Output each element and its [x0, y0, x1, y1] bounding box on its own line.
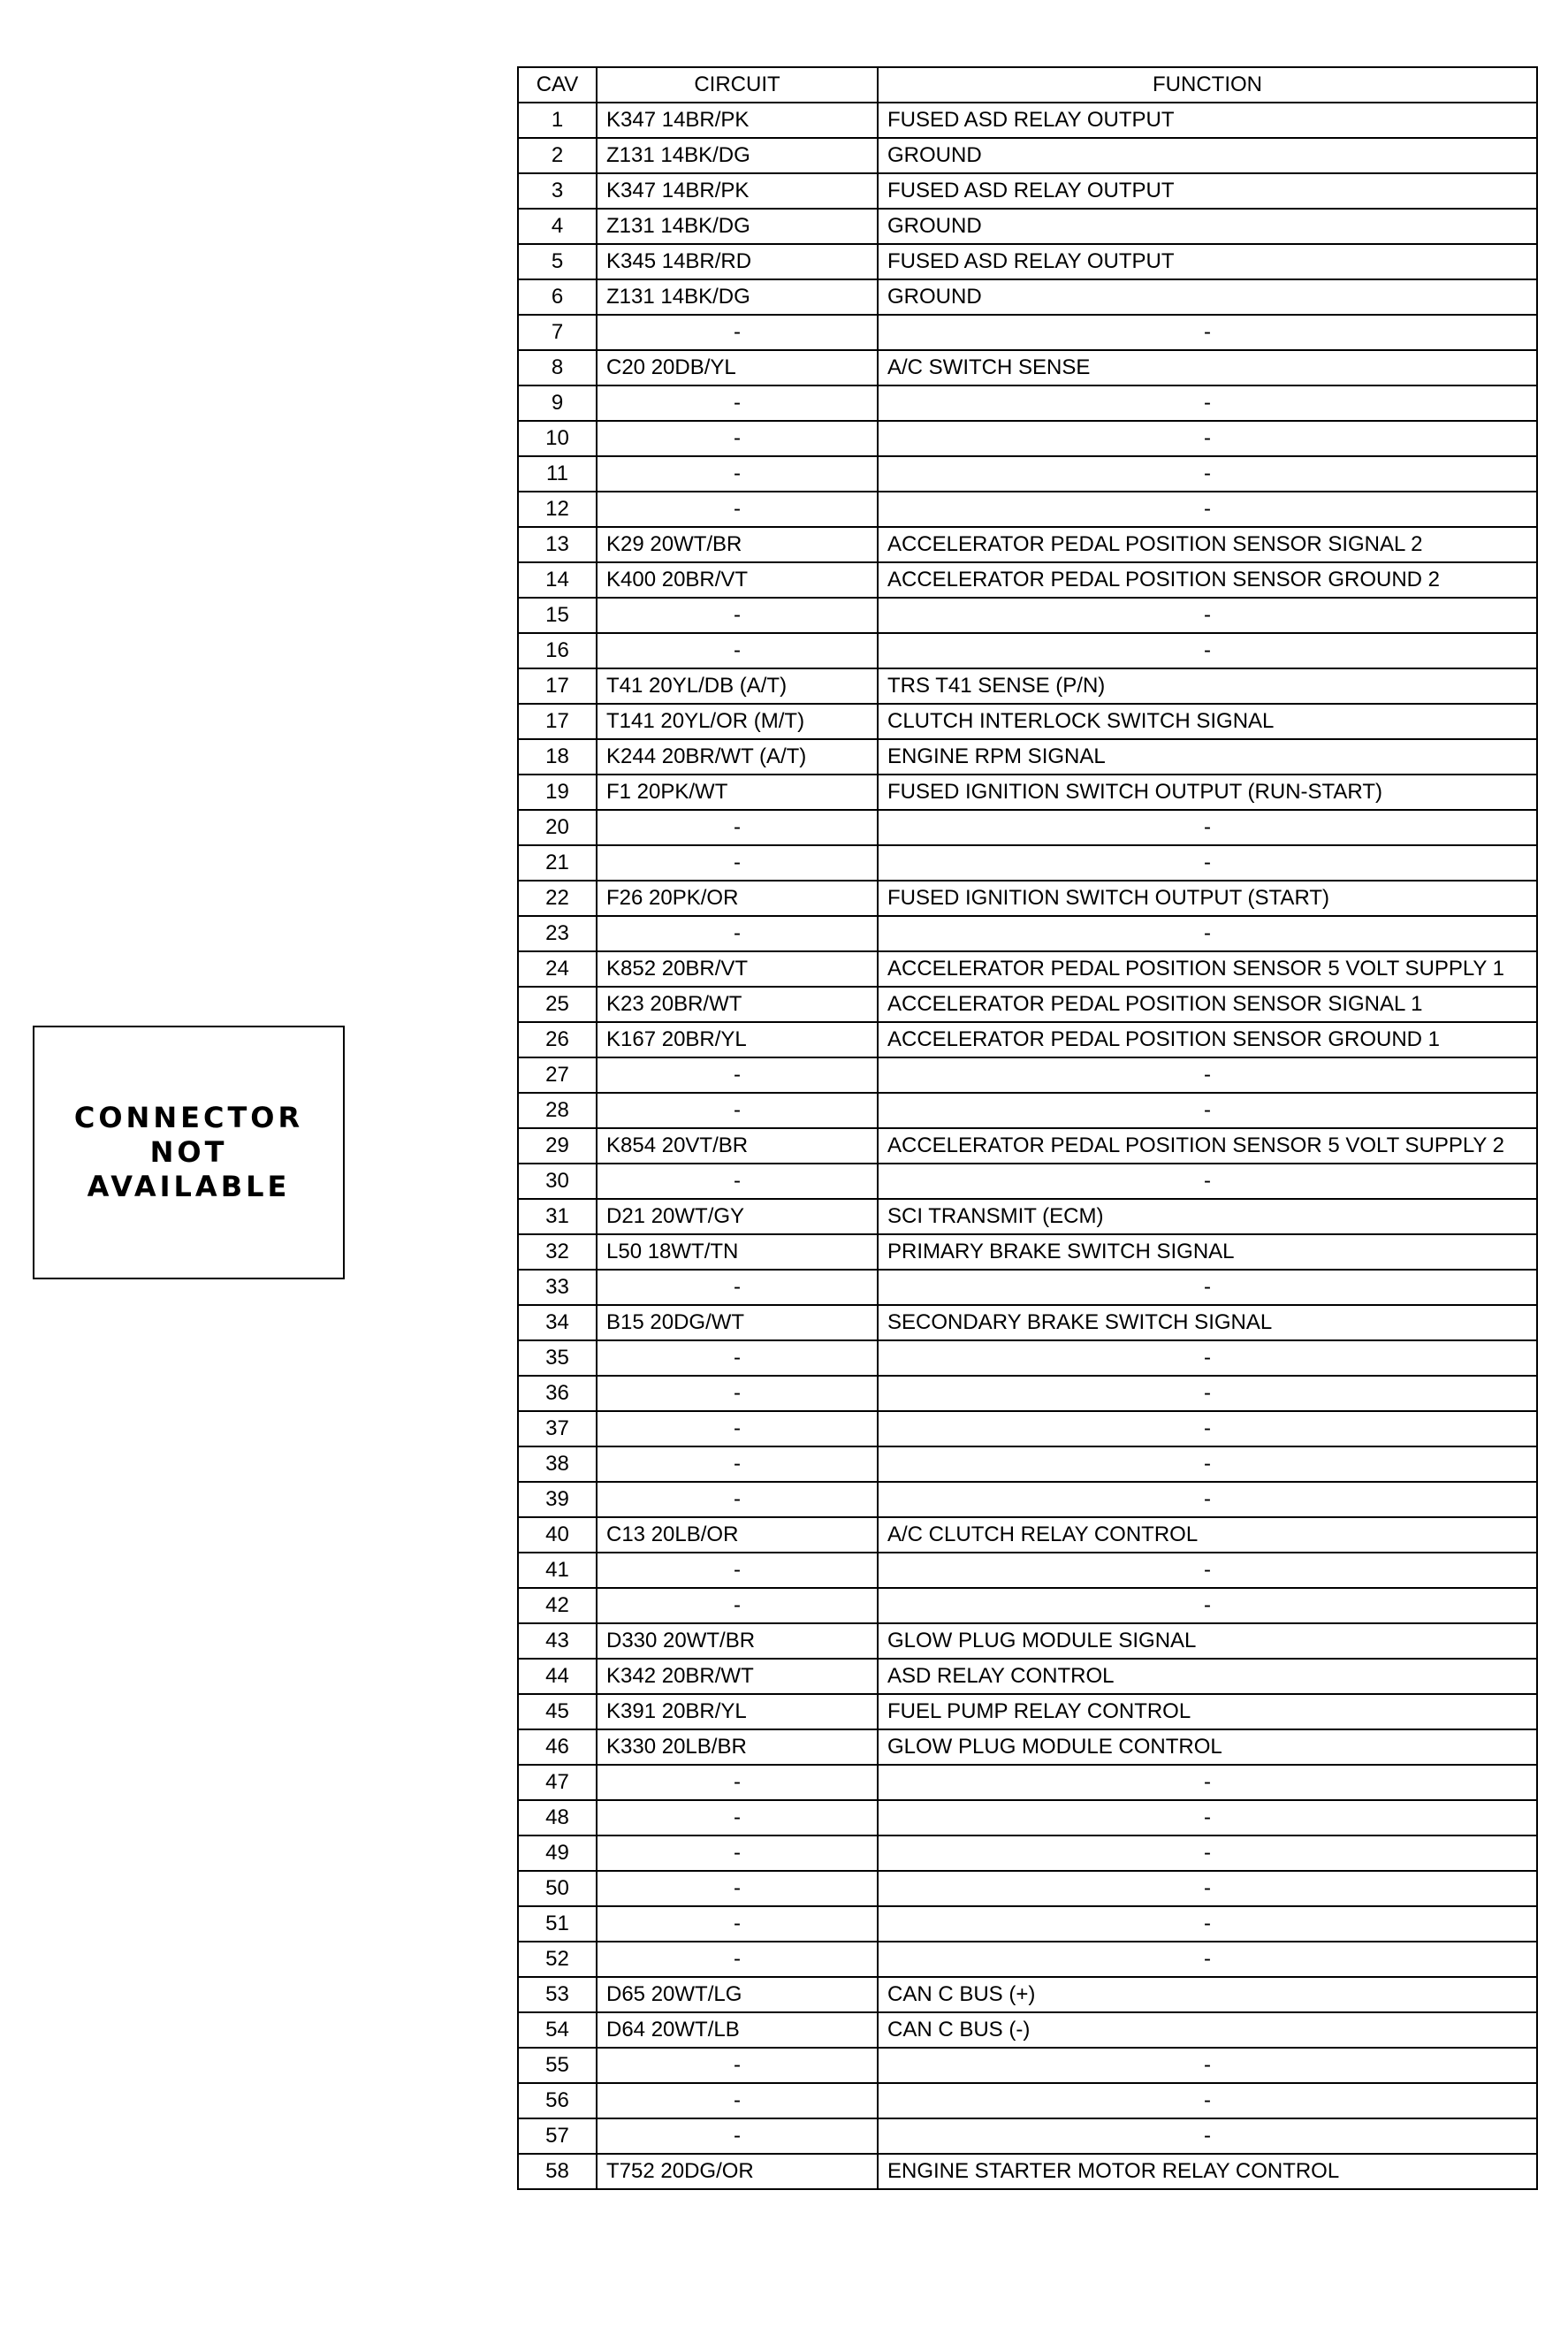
table-row: [518, 1093, 1537, 1128]
table-row: [518, 421, 1537, 456]
function-cell: -: [878, 916, 1537, 951]
circuit-cell: -: [597, 1482, 878, 1517]
table-row: [518, 1623, 1537, 1659]
table-row: [518, 209, 1537, 244]
cav-cell: 43: [518, 1623, 597, 1659]
table-row: [518, 1057, 1537, 1093]
function-cell: GROUND: [878, 279, 1537, 315]
cav-cell: 35: [518, 1340, 597, 1376]
circuit-cell: -: [597, 2083, 878, 2118]
table-row: [518, 2083, 1537, 2118]
circuit-cell: -: [597, 598, 878, 633]
function-cell: FUSED IGNITION SWITCH OUTPUT (RUN-START): [878, 775, 1537, 810]
function-cell: -: [878, 1482, 1537, 1517]
circuit-cell: -: [597, 1942, 878, 1977]
cav-cell: 32: [518, 1234, 597, 1270]
circuit-cell: -: [597, 1588, 878, 1623]
table-row: [518, 1022, 1537, 1057]
function-cell: A/C CLUTCH RELAY CONTROL: [878, 1517, 1537, 1553]
circuit-cell: -: [597, 2048, 878, 2083]
cav-cell: 15: [518, 598, 597, 633]
circuit-cell: F1 20PK/WT: [597, 775, 878, 810]
function-cell: -: [878, 1800, 1537, 1835]
function-cell: -: [878, 1411, 1537, 1446]
function-cell: -: [878, 1340, 1537, 1376]
cav-cell: 20: [518, 810, 597, 845]
cav-cell: 4: [518, 209, 597, 244]
table-row: [518, 492, 1537, 527]
header-cav: CAV: [518, 67, 597, 103]
circuit-cell: Z131 14BK/DG: [597, 279, 878, 315]
cav-cell: 42: [518, 1588, 597, 1623]
function-cell: -: [878, 315, 1537, 350]
cav-cell: 33: [518, 1270, 597, 1305]
function-cell: -: [878, 1942, 1537, 1977]
cav-cell: 37: [518, 1411, 597, 1446]
function-cell: -: [878, 456, 1537, 492]
function-cell: FUSED IGNITION SWITCH OUTPUT (START): [878, 881, 1537, 916]
circuit-cell: -: [597, 1411, 878, 1446]
cav-cell: 3: [518, 173, 597, 209]
function-cell: -: [878, 845, 1537, 881]
function-cell: -: [878, 1906, 1537, 1942]
cav-cell: 2: [518, 138, 597, 173]
table-row: [518, 704, 1537, 739]
table-row: [518, 916, 1537, 951]
function-cell: ASD RELAY CONTROL: [878, 1659, 1537, 1694]
circuit-cell: C20 20DB/YL: [597, 350, 878, 385]
header-circuit: CIRCUIT: [597, 67, 878, 103]
cav-cell: 39: [518, 1482, 597, 1517]
circuit-cell: D65 20WT/LG: [597, 1977, 878, 2012]
cav-cell: 25: [518, 987, 597, 1022]
cav-cell: 18: [518, 739, 597, 775]
circuit-cell: C13 20LB/OR: [597, 1517, 878, 1553]
table-row: [518, 244, 1537, 279]
cav-cell: 54: [518, 2012, 597, 2048]
circuit-cell: -: [597, 1906, 878, 1942]
table-row: [518, 527, 1537, 562]
table-row: [518, 951, 1537, 987]
cav-cell: 36: [518, 1376, 597, 1411]
table-row: [518, 1800, 1537, 1835]
cav-cell: 55: [518, 2048, 597, 2083]
circuit-cell: -: [597, 845, 878, 881]
circuit-cell: -: [597, 1164, 878, 1199]
table-row: [518, 1340, 1537, 1376]
function-cell: -: [878, 1835, 1537, 1871]
function-cell: FUSED ASD RELAY OUTPUT: [878, 173, 1537, 209]
circuit-cell: K347 14BR/PK: [597, 103, 878, 138]
cav-cell: 53: [518, 1977, 597, 2012]
table-row: [518, 1517, 1537, 1553]
circuit-cell: K167 20BR/YL: [597, 1022, 878, 1057]
table-row: [518, 1234, 1537, 1270]
circuit-cell: -: [597, 1765, 878, 1800]
table-row: [518, 1446, 1537, 1482]
table-row: [518, 2154, 1537, 2189]
table-row: [518, 279, 1537, 315]
table-row: [518, 315, 1537, 350]
table-row: [518, 2048, 1537, 2083]
table-row: [518, 739, 1537, 775]
table-row: [518, 138, 1537, 173]
cav-cell: 47: [518, 1765, 597, 1800]
function-cell: -: [878, 1376, 1537, 1411]
circuit-cell: -: [597, 1446, 878, 1482]
circuit-cell: -: [597, 315, 878, 350]
circuit-cell: T141 20YL/OR (M/T): [597, 704, 878, 739]
function-cell: GROUND: [878, 209, 1537, 244]
function-cell: GLOW PLUG MODULE SIGNAL: [878, 1623, 1537, 1659]
table-row: [518, 1199, 1537, 1234]
cav-cell: 38: [518, 1446, 597, 1482]
table-row: [518, 1977, 1537, 2012]
table-row: [518, 1411, 1537, 1446]
table-row: [518, 103, 1537, 138]
cav-cell: 48: [518, 1800, 597, 1835]
cav-cell: 23: [518, 916, 597, 951]
connector-text-line-2: NOT: [149, 1135, 228, 1169]
table-row: [518, 350, 1537, 385]
circuit-cell: K345 14BR/RD: [597, 244, 878, 279]
cav-cell: 45: [518, 1694, 597, 1729]
circuit-cell: K23 20BR/WT: [597, 987, 878, 1022]
circuit-cell: K400 20BR/VT: [597, 562, 878, 598]
cav-cell: 14: [518, 562, 597, 598]
function-cell: ACCELERATOR PEDAL POSITION SENSOR GROUND 2: [878, 562, 1537, 598]
function-cell: CLUTCH INTERLOCK SWITCH SIGNAL: [878, 704, 1537, 739]
cav-cell: 22: [518, 881, 597, 916]
function-cell: -: [878, 421, 1537, 456]
circuit-cell: -: [597, 385, 878, 421]
table-row: [518, 1270, 1537, 1305]
table-row: [518, 1659, 1537, 1694]
connector-text-line-3: AVAILABLE: [87, 1170, 291, 1203]
circuit-cell: D21 20WT/GY: [597, 1199, 878, 1234]
circuit-cell: K342 20BR/WT: [597, 1659, 878, 1694]
circuit-cell: -: [597, 1093, 878, 1128]
header-function: FUNCTION: [878, 67, 1537, 103]
table-row: [518, 987, 1537, 1022]
function-cell: A/C SWITCH SENSE: [878, 350, 1537, 385]
cav-cell: 6: [518, 279, 597, 315]
circuit-cell: Z131 14BK/DG: [597, 209, 878, 244]
circuit-cell: Z131 14BK/DG: [597, 138, 878, 173]
table-row: [518, 2118, 1537, 2154]
function-cell: -: [878, 2118, 1537, 2154]
connector-placeholder: [33, 1026, 345, 1279]
circuit-cell: K852 20BR/VT: [597, 951, 878, 987]
cav-cell: 9: [518, 385, 597, 421]
cav-cell: 21: [518, 845, 597, 881]
table-row: [518, 1376, 1537, 1411]
table-row: [518, 562, 1537, 598]
function-cell: -: [878, 1765, 1537, 1800]
function-cell: -: [878, 1270, 1537, 1305]
table-row: [518, 1694, 1537, 1729]
table-row: [518, 1835, 1537, 1871]
circuit-cell: K330 20LB/BR: [597, 1729, 878, 1765]
cav-cell: 44: [518, 1659, 597, 1694]
table-row: [518, 633, 1537, 668]
cav-cell: 19: [518, 775, 597, 810]
function-cell: -: [878, 1871, 1537, 1906]
circuit-cell: T41 20YL/DB (A/T): [597, 668, 878, 704]
table-row: [518, 845, 1537, 881]
circuit-cell: -: [597, 421, 878, 456]
table-row: [518, 456, 1537, 492]
function-cell: SECONDARY BRAKE SWITCH SIGNAL: [878, 1305, 1537, 1340]
circuit-cell: -: [597, 2118, 878, 2154]
cav-cell: 12: [518, 492, 597, 527]
circuit-cell: -: [597, 810, 878, 845]
pinout-table: [517, 66, 1538, 2190]
function-cell: -: [878, 810, 1537, 845]
cav-cell: 10: [518, 421, 597, 456]
function-cell: -: [878, 492, 1537, 527]
function-cell: CAN C BUS (+): [878, 1977, 1537, 2012]
cav-cell: 41: [518, 1553, 597, 1588]
circuit-cell: -: [597, 492, 878, 527]
cav-cell: 8: [518, 350, 597, 385]
table-row: [518, 810, 1537, 845]
circuit-cell: K391 20BR/YL: [597, 1694, 878, 1729]
circuit-cell: -: [597, 1800, 878, 1835]
circuit-cell: K854 20VT/BR: [597, 1128, 878, 1164]
table-row: [518, 1164, 1537, 1199]
table-row: [518, 1553, 1537, 1588]
function-cell: PRIMARY BRAKE SWITCH SIGNAL: [878, 1234, 1537, 1270]
table-row: [518, 1128, 1537, 1164]
cav-cell: 16: [518, 633, 597, 668]
table-row: [518, 668, 1537, 704]
cav-cell: 52: [518, 1942, 597, 1977]
connector-text-line-1: CONNECTOR: [73, 1101, 304, 1134]
function-cell: ENGINE STARTER MOTOR RELAY CONTROL: [878, 2154, 1537, 2189]
cav-cell: 27: [518, 1057, 597, 1093]
circuit-cell: T752 20DG/OR: [597, 2154, 878, 2189]
cav-cell: 5: [518, 244, 597, 279]
circuit-cell: -: [597, 1871, 878, 1906]
function-cell: -: [878, 1446, 1537, 1482]
table-row: [518, 1765, 1537, 1800]
function-cell: -: [878, 598, 1537, 633]
circuit-cell: K29 20WT/BR: [597, 527, 878, 562]
table-row: [518, 1942, 1537, 1977]
table-header-row: [518, 67, 1537, 103]
circuit-cell: -: [597, 1340, 878, 1376]
circuit-cell: K244 20BR/WT (A/T): [597, 739, 878, 775]
cav-cell: 58: [518, 2154, 597, 2189]
function-cell: -: [878, 2083, 1537, 2118]
function-cell: ACCELERATOR PEDAL POSITION SENSOR 5 VOLT SUPPLY 2: [878, 1128, 1537, 1164]
circuit-cell: -: [597, 1270, 878, 1305]
table-row: [518, 775, 1537, 810]
table-row: [518, 1729, 1537, 1765]
cav-cell: 28: [518, 1093, 597, 1128]
cav-cell: 11: [518, 456, 597, 492]
cav-cell: 50: [518, 1871, 597, 1906]
circuit-cell: B15 20DG/WT: [597, 1305, 878, 1340]
cav-cell: 40: [518, 1517, 597, 1553]
function-cell: SCI TRANSMIT (ECM): [878, 1199, 1537, 1234]
function-cell: -: [878, 633, 1537, 668]
circuit-cell: -: [597, 916, 878, 951]
circuit-cell: -: [597, 1376, 878, 1411]
circuit-cell: L50 18WT/TN: [597, 1234, 878, 1270]
table-row: [518, 1906, 1537, 1942]
function-cell: -: [878, 1093, 1537, 1128]
table-row: [518, 173, 1537, 209]
cav-cell: 46: [518, 1729, 597, 1765]
circuit-cell: D330 20WT/BR: [597, 1623, 878, 1659]
function-cell: GROUND: [878, 138, 1537, 173]
circuit-cell: -: [597, 633, 878, 668]
function-cell: TRS T41 SENSE (P/N): [878, 668, 1537, 704]
cav-cell: 13: [518, 527, 597, 562]
function-cell: -: [878, 1553, 1537, 1588]
cav-cell: 17: [518, 704, 597, 739]
function-cell: -: [878, 1164, 1537, 1199]
function-cell: -: [878, 2048, 1537, 2083]
cav-cell: 7: [518, 315, 597, 350]
table-row: [518, 2012, 1537, 2048]
function-cell: -: [878, 1588, 1537, 1623]
cav-cell: 34: [518, 1305, 597, 1340]
function-cell: CAN C BUS (-): [878, 2012, 1537, 2048]
cav-cell: 29: [518, 1128, 597, 1164]
cav-cell: 30: [518, 1164, 597, 1199]
table-row: [518, 1305, 1537, 1340]
function-cell: ENGINE RPM SIGNAL: [878, 739, 1537, 775]
table-row: [518, 1871, 1537, 1906]
circuit-cell: K347 14BR/PK: [597, 173, 878, 209]
function-cell: ACCELERATOR PEDAL POSITION SENSOR GROUND 1: [878, 1022, 1537, 1057]
cav-cell: 49: [518, 1835, 597, 1871]
cav-cell: 57: [518, 2118, 597, 2154]
function-cell: -: [878, 1057, 1537, 1093]
circuit-cell: -: [597, 1835, 878, 1871]
circuit-cell: -: [597, 456, 878, 492]
cav-cell: 24: [518, 951, 597, 987]
circuit-cell: D64 20WT/LB: [597, 2012, 878, 2048]
function-cell: FUSED ASD RELAY OUTPUT: [878, 244, 1537, 279]
cav-cell: 51: [518, 1906, 597, 1942]
function-cell: ACCELERATOR PEDAL POSITION SENSOR SIGNAL 2: [878, 527, 1537, 562]
function-cell: GLOW PLUG MODULE CONTROL: [878, 1729, 1537, 1765]
table-row: [518, 598, 1537, 633]
circuit-cell: -: [597, 1057, 878, 1093]
function-cell: FUEL PUMP RELAY CONTROL: [878, 1694, 1537, 1729]
function-cell: ACCELERATOR PEDAL POSITION SENSOR 5 VOLT SUPPLY 1: [878, 951, 1537, 987]
function-cell: -: [878, 385, 1537, 421]
table-row: [518, 881, 1537, 916]
table-row: [518, 1482, 1537, 1517]
circuit-cell: F26 20PK/OR: [597, 881, 878, 916]
function-cell: FUSED ASD RELAY OUTPUT: [878, 103, 1537, 138]
cav-cell: 17: [518, 668, 597, 704]
function-cell: ACCELERATOR PEDAL POSITION SENSOR SIGNAL 1: [878, 987, 1537, 1022]
cav-cell: 56: [518, 2083, 597, 2118]
cav-cell: 1: [518, 103, 597, 138]
table-row: [518, 1588, 1537, 1623]
cav-cell: 31: [518, 1199, 597, 1234]
cav-cell: 26: [518, 1022, 597, 1057]
pinout-table-body: [518, 103, 1537, 2189]
circuit-cell: -: [597, 1553, 878, 1588]
table-row: [518, 385, 1537, 421]
